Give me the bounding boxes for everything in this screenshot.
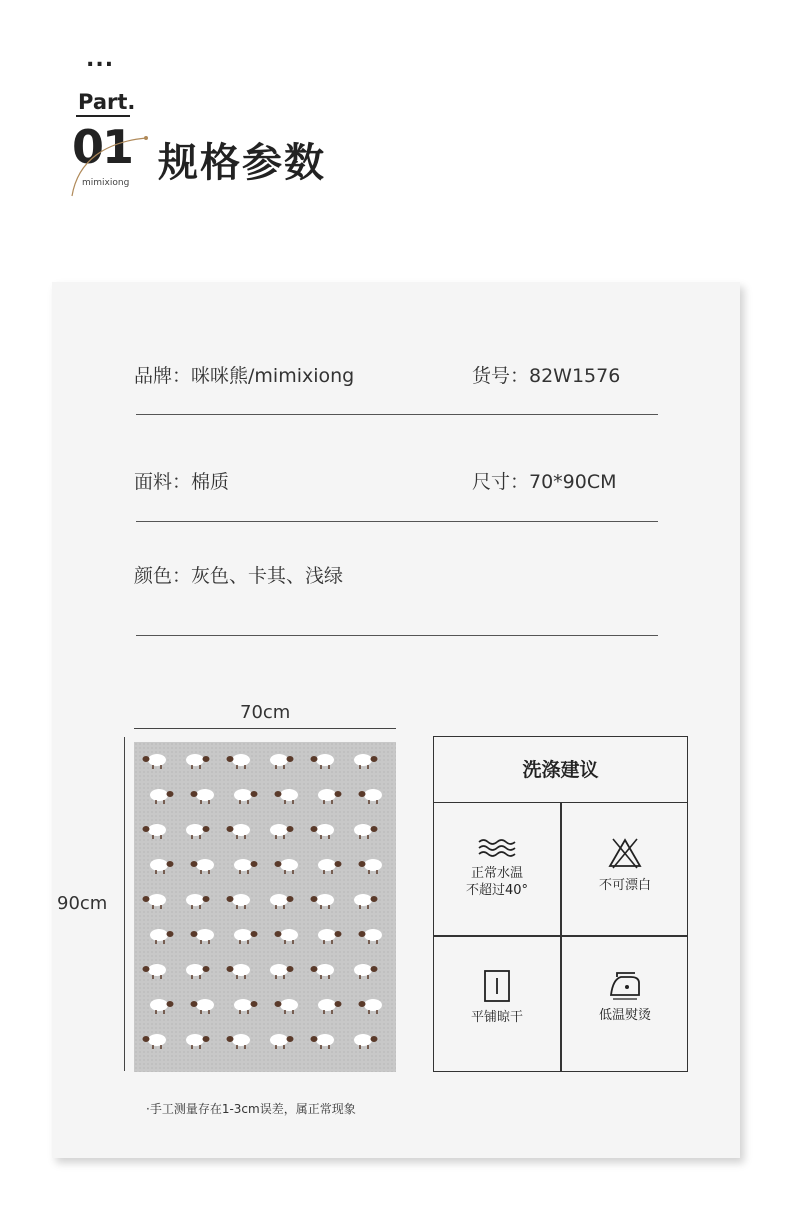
sheep-icon bbox=[310, 892, 336, 910]
sheep-icon bbox=[190, 787, 216, 805]
low-iron-icon bbox=[605, 969, 645, 1001]
sheep-icon bbox=[268, 962, 294, 980]
sheep-icon bbox=[148, 927, 174, 945]
sheep-icon bbox=[184, 822, 210, 840]
sheep-icon bbox=[316, 997, 342, 1015]
sheep-icon bbox=[358, 857, 384, 875]
sheep-icon bbox=[184, 892, 210, 910]
blanket-image bbox=[134, 742, 396, 1072]
sheep-icon bbox=[226, 1032, 252, 1050]
sheep-icon bbox=[316, 927, 342, 945]
care-item-dry bbox=[434, 969, 560, 1026]
sheep-icon bbox=[352, 962, 378, 980]
divider bbox=[136, 635, 658, 636]
sheep-icon bbox=[274, 997, 300, 1015]
sheep-icon bbox=[184, 1032, 210, 1050]
measurement-note: ·手工测量存在1-3cm误差，属正常现象 bbox=[146, 1102, 356, 1116]
spec-size: 尺寸：70*90CM bbox=[472, 471, 617, 493]
sheep-icon bbox=[232, 927, 258, 945]
height-label: 90cm bbox=[57, 893, 108, 914]
sheep-icon bbox=[268, 752, 294, 770]
sheep-icon bbox=[352, 822, 378, 840]
width-label: 70cm bbox=[240, 702, 291, 723]
sheep-icon bbox=[142, 822, 168, 840]
care-divider-horizontal bbox=[434, 935, 687, 937]
sheep-icon bbox=[274, 927, 300, 945]
care-label: 低温熨烫 bbox=[598, 1008, 651, 1023]
sheep-icon bbox=[226, 892, 252, 910]
sheep-icon bbox=[232, 997, 258, 1015]
sheep-icon bbox=[190, 857, 216, 875]
spec-material: 面料：棉质 bbox=[134, 471, 230, 493]
sheep-icon bbox=[184, 752, 210, 770]
page-title: 规格参数 bbox=[158, 140, 326, 186]
height-dimension-line bbox=[124, 737, 125, 1071]
sheep-icon bbox=[352, 752, 378, 770]
section-number: 01 bbox=[72, 120, 133, 174]
spec-colors: 颜色：灰色、卡其、浅绿 bbox=[134, 565, 344, 587]
sheep-icon bbox=[274, 787, 300, 805]
sheep-icon bbox=[316, 857, 342, 875]
sheep-icon bbox=[352, 1032, 378, 1050]
sheep-icon bbox=[190, 997, 216, 1015]
sheep-icon bbox=[268, 1032, 294, 1050]
sheep-icon bbox=[310, 1032, 336, 1050]
sheep-icon bbox=[268, 822, 294, 840]
spec-item-no: 货号：82W1576 bbox=[472, 365, 621, 387]
sheep-icon bbox=[232, 857, 258, 875]
care-label: 正常水温 不超过40° bbox=[465, 866, 529, 898]
sheep-icon bbox=[232, 787, 258, 805]
decorative-dots: ... bbox=[86, 47, 115, 72]
care-item-iron bbox=[562, 969, 688, 1024]
part-label: Part. bbox=[78, 90, 136, 114]
dry-flat-icon bbox=[482, 969, 512, 1003]
sheep-icon bbox=[142, 1032, 168, 1050]
sheep-icon bbox=[358, 927, 384, 945]
sheep-icon bbox=[148, 787, 174, 805]
care-title: 洗涤建议 bbox=[434, 737, 687, 803]
care-table bbox=[433, 736, 688, 1072]
sheep-icon bbox=[310, 822, 336, 840]
water-wash-icon bbox=[477, 837, 517, 859]
sheep-icon bbox=[310, 962, 336, 980]
sheep-icon bbox=[316, 787, 342, 805]
sheep-icon bbox=[358, 787, 384, 805]
no-bleach-icon bbox=[607, 837, 643, 869]
sheep-icon bbox=[226, 822, 252, 840]
divider bbox=[136, 521, 658, 522]
care-label: 平铺晾干 bbox=[470, 1010, 523, 1025]
sheep-icon bbox=[352, 892, 378, 910]
part-underline bbox=[76, 115, 130, 117]
sheep-icon bbox=[268, 892, 294, 910]
sheep-icon bbox=[148, 997, 174, 1015]
decorative-arc-icon bbox=[66, 130, 156, 200]
care-label: 不可漂白 bbox=[598, 878, 651, 893]
sheep-icon bbox=[274, 857, 300, 875]
sheep-icon bbox=[142, 752, 168, 770]
brand-small-label: mimixiong bbox=[82, 178, 130, 188]
sheep-icon bbox=[226, 962, 252, 980]
sheep-icon bbox=[310, 752, 336, 770]
width-dimension-line bbox=[134, 728, 396, 729]
spec-card bbox=[52, 282, 740, 1158]
sheep-icon bbox=[226, 752, 252, 770]
divider bbox=[136, 414, 658, 415]
sheep-icon bbox=[358, 997, 384, 1015]
care-item-wash bbox=[434, 837, 560, 899]
sheep-icon bbox=[142, 892, 168, 910]
spec-brand: 品牌：咪咪熊/mimixiong bbox=[134, 365, 355, 387]
care-item-bleach bbox=[562, 837, 688, 894]
sheep-icon bbox=[190, 927, 216, 945]
sheep-icon bbox=[142, 962, 168, 980]
sheep-icon bbox=[148, 857, 174, 875]
sheep-icon bbox=[184, 962, 210, 980]
